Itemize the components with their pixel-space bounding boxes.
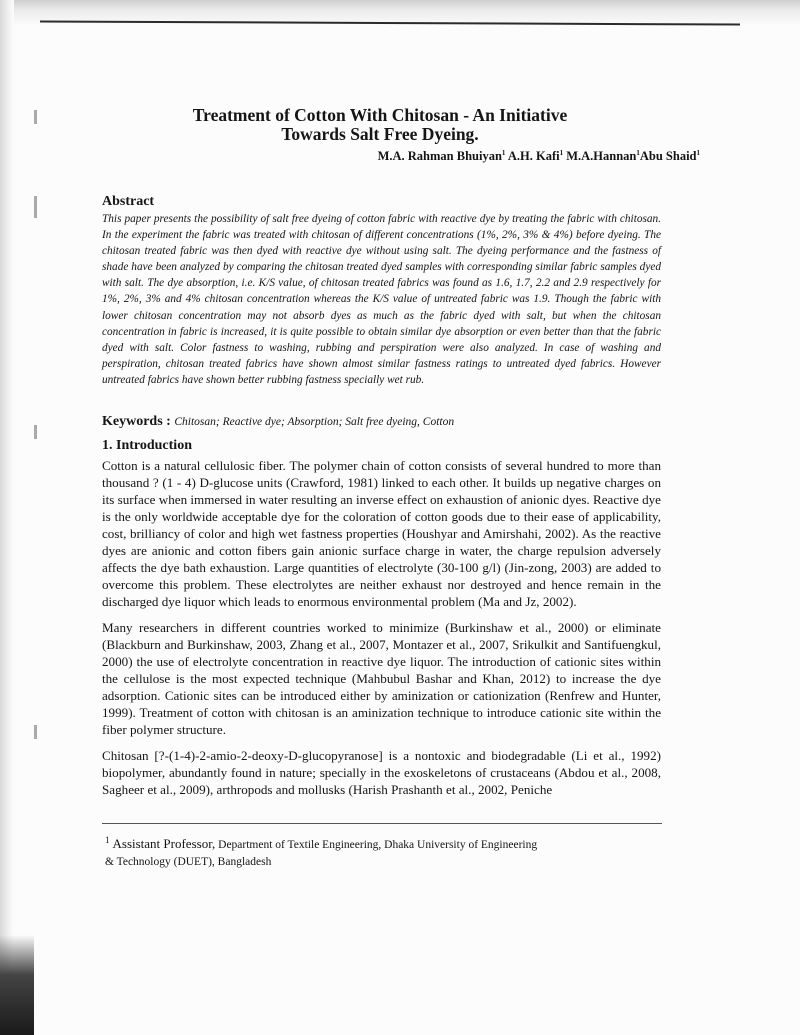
- author-name: M.A. Rahman Bhuiyan: [377, 149, 502, 164]
- keywords-line: [102, 414, 454, 430]
- abstract-heading: Abstract: [102, 194, 155, 209]
- affiliation-mark: 1: [559, 149, 564, 157]
- abstract-text: This paper presents the possibility of salt free dyeing of cotton fabric with reactive dye by treating the fabric with chitosan. In the experiment the fabric was treated with chitosan of different concentrations (1%, 2%, 3% & 4%) before dyeing. The chitosan treated fabric was then dyed with reactive dye without using salt. The dyeing performance and the fastness of shade have been analyzed by comparing the chitosan treated dyed samples with corresponding similar fabric samples dyed with salt. The dye absorption, i.e. K/S value, of chitosan treated fabrics was found as 1.6, 1.7, 2.2 and 2.9 respectively for 1%, 2%, 3% and 4% chitosan concentration whereas the K/S value of untreated fabric was 1.9. Though the fabric with lower chitosan concentration may not absorb dyes as much as the fabric dyed with salt, but when the chitosan concentration in fabric is increased, it is quite possible to obtain similar dye absorption or even better than that the fabric dyed with salt. Color fastness to washing, rubbing and perspiration were also analyzed. In case of washing and perspiration, chitosan treated fabrics have shown almost similar fastness ratings to untreated dyed fabrics. However untreated fabrics have shown better rubbing fastness specially wet rub.: [102, 213, 661, 386]
- keywords-label: Keywords :: [102, 414, 175, 429]
- author-name: M.A.Hannan: [566, 149, 637, 164]
- paper-title: [100, 106, 660, 144]
- keywords-text: Chitosan; Reactive dye; Absorption; Salt free dyeing, Cotton: [174, 416, 455, 428]
- footnote-line: [105, 832, 645, 854]
- paper-title-line: Treatment of Cotton With Chitosan - An Initiative: [192, 105, 568, 125]
- paragraph: Chitosan [?-(1-4)-2-amio-2-deoxy-D-glucopyranose] is a nontoxic and biodegradable (Li et al., 1992) biopolymer, abundantly found in nature; specially in the exoskeletons of crustaceans (Abdou et al., 2008, Sagheer et al., 2009), arthropods and mollusks (Harish Prashanth et al., 2002, Peniche: [102, 748, 661, 797]
- footnote-affiliation: Department of Textile Engineering, Dhaka University of Engineering: [215, 838, 538, 851]
- author-name: Abu Shaid: [639, 149, 697, 164]
- affiliation-mark: 1: [501, 149, 506, 157]
- author-list: [378, 149, 700, 164]
- paragraph: Cotton is a natural cellulosic fiber. The polymer chain of cotton consists of several hundred to more than thousand ? (1 - 4) D-glucose units (Crawford, 1981) linked to each other. It builds up negative charges on its surface when immersed in water resulting an inverse effect on exhaustion of anionic dyes. Reactive dye is the only worldwide acceptable dye for the coloration of cotton goods due to their ease of applicability, cost, brilliancy of color and high wet fastness properties (Houshyar and Amirshahi, 2002). As the reactive dyes are anionic and cotton fibers gain anionic surface charge in water, the charge repulsion adversely affects the dye bath exhaustion. Large quantities of electrolyte (30-100 g/l) (Jin-zong, 2003) are added to overcome this problem. These electrolytes are neither exhaust nor destroyed and hence remain in the discharged dye liquor which leads to enormous environmental problem (Ma and Jz, 2002).: [102, 458, 661, 609]
- affiliation-mark: 1: [636, 149, 640, 157]
- footnote-mark: 1: [105, 835, 110, 845]
- scan-edge-left: [0, 0, 14, 1035]
- paragraph: Many researchers in different countries worked to minimize (Burkinshaw et al., 2000) or eliminate (Blackburn and Burkinshaw, 2003, Zhang et al., 2007, Montazer et al., 2007, Srikulkit and Santifuengkul, 2000) the use of electrolyte concentration in reactive dye liquor. The introduction of cationic sites within the cellulose is the most expected technique (Mahbubul Bashar and Khan, 2012) to increase the dye adsorption. Cationic sites can be introduced either by aminization or cationization (Renfrew and Hunter, 1999). Treatment of cotton with chitosan is an aminization technique to introduce cationic site within the fiber polymer structure.: [102, 620, 661, 737]
- binder-mark: [34, 110, 37, 124]
- binder-mark: [34, 425, 37, 439]
- author-name: A.H. Kafi: [507, 149, 560, 164]
- binder-mark: [34, 196, 37, 218]
- introduction-body: [102, 457, 661, 807]
- binder-mark: [34, 725, 37, 739]
- footnote-rule: [102, 823, 662, 824]
- affiliation-mark: 1: [696, 149, 700, 157]
- section-heading: 1. Introduction: [102, 438, 192, 453]
- scan-edge-bottom: [0, 935, 34, 1035]
- footnote: [105, 832, 645, 871]
- paper-title-line: Towards Salt Free Dyeing.: [281, 124, 479, 144]
- footnote-line: & Technology (DUET), Bangladesh: [105, 855, 272, 868]
- footnote-role: Assistant Professor,: [112, 835, 216, 851]
